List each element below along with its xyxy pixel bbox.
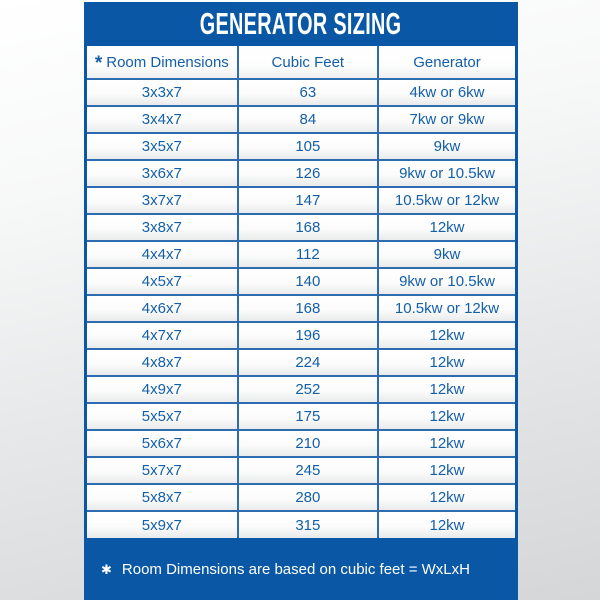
table-cell-room-dimensions: 5x7x7: [87, 457, 238, 484]
table-cell-room-dimensions: 3x6x7: [87, 160, 238, 187]
column-header-cubic-feet: Cubic Feet: [238, 46, 378, 79]
table-cell-room-dimensions: 5x5x7: [87, 403, 238, 430]
footnote: [87, 538, 515, 600]
table-row: [87, 295, 515, 322]
table-cell-cubic-feet: 126: [238, 160, 378, 187]
table-cell-room-dimensions: 4x5x7: [87, 268, 238, 295]
table-cell-generator: 12kw: [378, 403, 515, 430]
table-cell-generator: 9kw or 10.5kw: [378, 268, 515, 295]
table-cell-generator: 9kw: [378, 241, 515, 268]
table-cell-generator: 12kw: [378, 376, 515, 403]
table-row: [87, 403, 515, 430]
column-header-label: Room Dimensions: [106, 54, 229, 71]
table-row: [87, 268, 515, 295]
table-cell-cubic-feet: 147: [238, 187, 378, 214]
table-cell-generator: 10.5kw or 12kw: [378, 295, 515, 322]
table-cell-room-dimensions: 4x8x7: [87, 349, 238, 376]
table-header: [87, 46, 515, 79]
table-cell-generator: 12kw: [378, 214, 515, 241]
table-cell-cubic-feet: 245: [238, 457, 378, 484]
sizing-table: [87, 46, 515, 538]
table-row: [87, 133, 515, 160]
table-cell-room-dimensions: 5x8x7: [87, 484, 238, 511]
table-cell-generator: 9kw: [378, 133, 515, 160]
table-row: [87, 160, 515, 187]
table-cell-room-dimensions: 5x9x7: [87, 511, 238, 538]
table-cell-generator: 7kw or 9kw: [378, 106, 515, 133]
table-row: [87, 457, 515, 484]
table-cell-cubic-feet: 140: [238, 268, 378, 295]
header-row: [87, 46, 515, 79]
footnote-asterisk-icon: ✱: [101, 562, 112, 577]
table-cell-room-dimensions: 4x7x7: [87, 322, 238, 349]
table-cell-room-dimensions: 4x9x7: [87, 376, 238, 403]
generator-sizing-panel: [84, 2, 518, 600]
table-row: [87, 214, 515, 241]
sizing-table-body: [87, 79, 515, 538]
table-row: [87, 79, 515, 106]
column-header-room-dimensions: [87, 46, 238, 79]
table-cell-generator: 12kw: [378, 322, 515, 349]
table-cell-cubic-feet: 210: [238, 430, 378, 457]
table-cell-cubic-feet: 105: [238, 133, 378, 160]
table-cell-cubic-feet: 252: [238, 376, 378, 403]
table-cell-room-dimensions: 3x5x7: [87, 133, 238, 160]
table-cell-room-dimensions: 4x6x7: [87, 295, 238, 322]
table-cell-cubic-feet: 224: [238, 349, 378, 376]
table-cell-room-dimensions: 3x4x7: [87, 106, 238, 133]
table-cell-generator: 4kw or 6kw: [378, 79, 515, 106]
table-cell-cubic-feet: 175: [238, 403, 378, 430]
table-cell-generator: 12kw: [378, 511, 515, 538]
table-cell-generator: 10.5kw or 12kw: [378, 187, 515, 214]
table-cell-cubic-feet: 315: [238, 511, 378, 538]
footnote-text: Room Dimensions are based on cubic feet = WxLxH: [121, 560, 470, 578]
table-cell-cubic-feet: 63: [238, 79, 378, 106]
table-cell-cubic-feet: 84: [238, 106, 378, 133]
table-cell-cubic-feet: 112: [238, 241, 378, 268]
page-title: GENERATOR SIZING: [200, 6, 402, 41]
table-row: [87, 376, 515, 403]
table-row: [87, 241, 515, 268]
table-cell-cubic-feet: 168: [238, 295, 378, 322]
table-cell-room-dimensions: 3x3x7: [87, 79, 238, 106]
table-cell-room-dimensions: 5x6x7: [87, 430, 238, 457]
table-cell-cubic-feet: 168: [238, 214, 378, 241]
table-cell-room-dimensions: 3x7x7: [87, 187, 238, 214]
table-cell-generator: 9kw or 10.5kw: [378, 160, 515, 187]
asterisk-marker: *: [94, 53, 103, 74]
column-header-generator: Generator: [378, 46, 515, 79]
table-row: [87, 484, 515, 511]
table-row: [87, 349, 515, 376]
table-cell-room-dimensions: 3x8x7: [87, 214, 238, 241]
table-row: [87, 187, 515, 214]
table-cell-cubic-feet: 196: [238, 322, 378, 349]
table-cell-cubic-feet: 280: [238, 484, 378, 511]
table-cell-generator: 12kw: [378, 349, 515, 376]
table-cell-generator: 12kw: [378, 484, 515, 511]
table-row: [87, 322, 515, 349]
title-band: [87, 2, 515, 46]
table-row: [87, 511, 515, 538]
table-cell-generator: 12kw: [378, 457, 515, 484]
table-cell-generator: 12kw: [378, 430, 515, 457]
table-row: [87, 106, 515, 133]
table-row: [87, 430, 515, 457]
table-cell-room-dimensions: 4x4x7: [87, 241, 238, 268]
